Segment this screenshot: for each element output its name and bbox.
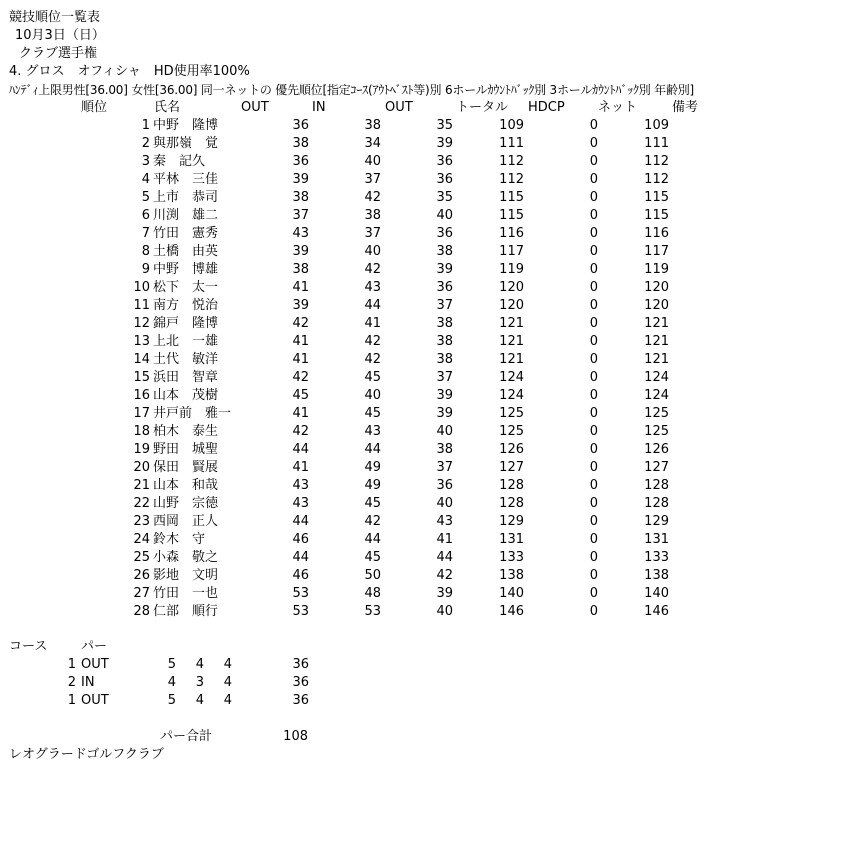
cell-in: 42 [364,262,381,277]
cell-name: 鈴木 守 [153,532,206,547]
cell-in: 40 [364,388,381,403]
course-cell-p1: 5 [167,657,176,672]
cell-name: 平林 三佳 [153,172,219,187]
cell-name: 浜田 智章 [153,370,219,385]
cell-hdcp: 0 [589,370,598,385]
cell-rank: 9 [141,262,150,277]
course-cell-p2: 3 [195,675,204,690]
cell-total: 128 [499,496,524,511]
cell-hdcp: 0 [589,190,598,205]
col-name: 氏名 [154,100,181,115]
cell-net: 140 [644,586,669,601]
cell-out1: 53 [292,604,309,619]
cell-in: 43 [364,280,381,295]
cell-net: 129 [644,514,669,529]
table-row [0,351,847,369]
cell-name: 山野 宗徳 [153,496,219,511]
course-cell-p3: 4 [223,675,232,690]
col-total: トータル [456,100,509,115]
cell-net: 124 [644,388,669,403]
cell-total: 117 [499,244,524,259]
cell-net: 121 [644,352,669,367]
cell-rank: 16 [133,388,150,403]
cell-rank: 10 [133,280,150,295]
cell-net: 138 [644,568,669,583]
cell-rank: 19 [133,442,150,457]
cell-net: 125 [644,424,669,439]
col-out1: OUT [241,100,269,115]
cell-in: 38 [364,118,381,133]
cell-net: 111 [644,136,669,151]
table-row [0,135,847,153]
cell-in: 42 [364,190,381,205]
table-row [0,513,847,531]
cell-net: 133 [644,550,669,565]
cell-total: 121 [499,316,524,331]
course-cell-total: 36 [292,675,309,690]
cell-rank: 8 [141,244,150,259]
course-cell-total: 36 [292,657,309,672]
cell-in: 53 [364,604,381,619]
cell-out2: 37 [436,298,453,313]
cell-rank: 15 [133,370,150,385]
table-row [0,459,847,477]
cell-in: 42 [364,334,381,349]
cell-name: 秦 記久 [153,154,206,169]
cell-rank: 26 [133,568,150,583]
cell-name: 柏木 泰生 [153,424,219,439]
cell-in: 42 [364,352,381,367]
cell-out2: 39 [436,136,453,151]
table-row [0,279,847,297]
cell-out2: 38 [436,316,453,331]
cell-rank: 11 [133,298,150,313]
cell-name: 錦戸 隆博 [153,316,219,331]
cell-total: 120 [499,280,524,295]
cell-rank: 6 [141,208,150,223]
cell-out2: 38 [436,352,453,367]
cell-hdcp: 0 [589,406,598,421]
table-row [0,531,847,549]
cell-total: 109 [499,118,524,133]
cell-in: 49 [364,478,381,493]
cell-out2: 39 [436,262,453,277]
cell-out1: 42 [292,424,309,439]
cell-net: 115 [644,190,669,205]
table-row [0,153,847,171]
table-row [0,297,847,315]
cell-hdcp: 0 [589,496,598,511]
cell-hdcp: 0 [589,532,598,547]
cell-rank: 3 [141,154,150,169]
cell-out2: 40 [436,496,453,511]
cell-hdcp: 0 [589,604,598,619]
col-remarks: 備考 [672,100,699,115]
cell-total: 138 [499,568,524,583]
cell-name: 山本 和哉 [153,478,219,493]
course-cell-p1: 5 [167,693,176,708]
cell-out2: 38 [436,244,453,259]
col-hdcp: HDCP [528,100,565,115]
course-cell-num: 2 [67,675,76,690]
cell-out2: 39 [436,388,453,403]
cell-total: 127 [499,460,524,475]
cell-total: 131 [499,532,524,547]
course-cell-name: IN [81,675,95,690]
cell-hdcp: 0 [589,118,598,133]
cell-hdcp: 0 [589,586,598,601]
cell-rank: 7 [141,226,150,241]
table-row [0,423,847,441]
cell-hdcp: 0 [589,244,598,259]
table-row [0,369,847,387]
col-out2: OUT [385,100,413,115]
cell-rank: 17 [133,406,150,421]
cell-out1: 41 [292,280,309,295]
table-row [0,225,847,243]
course-cell-p3: 4 [223,693,232,708]
par-total-value: 108 [283,729,308,744]
cell-hdcp: 0 [589,550,598,565]
cell-net: 109 [644,118,669,133]
cell-name: 中野 隆博 [153,118,219,133]
cell-net: 124 [644,370,669,385]
cell-out1: 38 [292,190,309,205]
cell-rank: 1 [141,118,150,133]
cell-total: 116 [499,226,524,241]
cell-hdcp: 0 [589,442,598,457]
cell-net: 121 [644,316,669,331]
cell-in: 50 [364,568,381,583]
cell-out2: 36 [436,280,453,295]
cell-hdcp: 0 [589,154,598,169]
cell-hdcp: 0 [589,136,598,151]
col-net: ネット [598,100,638,115]
cell-in: 43 [364,424,381,439]
cell-net: 146 [644,604,669,619]
cell-in: 38 [364,208,381,223]
cell-out2: 36 [436,478,453,493]
cell-out1: 42 [292,370,309,385]
cell-out1: 43 [292,226,309,241]
cell-name: 南方 悦治 [153,298,219,313]
cell-net: 121 [644,334,669,349]
course-cell-name: OUT [81,693,109,708]
course-label: コース [9,639,48,654]
cell-total: 125 [499,406,524,421]
table-row [0,495,847,513]
cell-hdcp: 0 [589,568,598,583]
cell-name: 川渕 雄二 [153,208,219,223]
col-rank: 順位 [81,100,108,115]
cell-in: 41 [364,316,381,331]
cell-in: 45 [364,550,381,565]
cell-name: 保田 賢展 [153,460,219,475]
cell-name: 松下 太一 [153,280,219,295]
cell-hdcp: 0 [589,280,598,295]
cell-rank: 18 [133,424,150,439]
cell-out2: 41 [436,532,453,547]
cell-name: 野田 城聖 [153,442,219,457]
cell-net: 127 [644,460,669,475]
cell-rank: 27 [133,586,150,601]
table-row [0,567,847,585]
course-row [0,692,847,710]
cell-out1: 41 [292,460,309,475]
cell-rank: 14 [133,352,150,367]
cell-in: 37 [364,172,381,187]
cell-net: 115 [644,208,669,223]
cell-out2: 38 [436,442,453,457]
cell-out1: 44 [292,442,309,457]
cell-name: 土橋 由英 [153,244,219,259]
cell-in: 45 [364,406,381,421]
cell-in: 48 [364,586,381,601]
cell-in: 40 [364,154,381,169]
cell-out1: 38 [292,262,309,277]
cell-net: 112 [644,154,669,169]
cell-out1: 53 [292,586,309,601]
cell-in: 45 [364,496,381,511]
cell-net: 116 [644,226,669,241]
cell-net: 117 [644,244,669,259]
table-row [0,333,847,351]
cell-out2: 40 [436,604,453,619]
cell-hdcp: 0 [589,334,598,349]
cell-out1: 36 [292,118,309,133]
club-name: レオグラードゴルフクラブ [9,747,164,762]
cell-out1: 39 [292,244,309,259]
cell-hdcp: 0 [589,424,598,439]
par-label: パー [81,639,108,654]
cell-hdcp: 0 [589,172,598,187]
cell-total: 129 [499,514,524,529]
cell-out2: 39 [436,406,453,421]
cell-total: 120 [499,298,524,313]
cell-hdcp: 0 [589,478,598,493]
cell-net: 131 [644,532,669,547]
table-row [0,405,847,423]
cell-in: 45 [364,370,381,385]
cell-out1: 36 [292,154,309,169]
cell-name: 山本 茂樹 [153,388,219,403]
cell-out1: 45 [292,388,309,403]
course-cell-p2: 4 [195,657,204,672]
table-row [0,585,847,603]
cell-in: 49 [364,460,381,475]
course-table [0,656,847,710]
cell-in: 40 [364,244,381,259]
cell-out2: 39 [436,586,453,601]
cell-in: 44 [364,532,381,547]
cell-hdcp: 0 [589,298,598,313]
course-cell-p1: 4 [167,675,176,690]
table-row [0,387,847,405]
cell-name: 井戸前 雅一 [153,406,232,421]
cell-hdcp: 0 [589,352,598,367]
cell-out2: 43 [436,514,453,529]
page-title: 競技順位一覧表 [9,10,101,25]
course-cell-name: OUT [81,657,109,672]
cell-total: 140 [499,586,524,601]
cell-name: 竹田 一也 [153,586,219,601]
cell-total: 146 [499,604,524,619]
cell-total: 125 [499,424,524,439]
cell-rank: 28 [133,604,150,619]
cell-name: 土代 敏洋 [153,352,219,367]
table-row [0,207,847,225]
cell-out1: 43 [292,478,309,493]
cell-out2: 40 [436,208,453,223]
cell-net: 119 [644,262,669,277]
cell-name: 小森 敬之 [153,550,219,565]
cell-total: 119 [499,262,524,277]
cell-rank: 21 [133,478,150,493]
cell-hdcp: 0 [589,316,598,331]
cell-out2: 37 [436,460,453,475]
cell-out2: 36 [436,172,453,187]
course-cell-p2: 4 [195,693,204,708]
cell-rank: 22 [133,496,150,511]
cell-name: 西岡 正人 [153,514,219,529]
cell-net: 128 [644,496,669,511]
cell-rank: 24 [133,532,150,547]
results-table [0,117,847,621]
cell-out1: 37 [292,208,309,223]
table-row [0,117,847,135]
cell-out2: 44 [436,550,453,565]
cell-total: 128 [499,478,524,493]
cell-out1: 44 [292,550,309,565]
cell-rank: 12 [133,316,150,331]
cell-out2: 35 [436,190,453,205]
cell-total: 126 [499,442,524,457]
cell-rank: 13 [133,334,150,349]
cell-net: 128 [644,478,669,493]
cell-out2: 40 [436,424,453,439]
table-row [0,477,847,495]
table-row [0,603,847,621]
cell-total: 121 [499,334,524,349]
cell-out1: 41 [292,352,309,367]
cell-rank: 2 [141,136,150,151]
table-row [0,189,847,207]
cell-rank: 20 [133,460,150,475]
cell-total: 133 [499,550,524,565]
cell-out1: 38 [292,136,309,151]
cell-net: 126 [644,442,669,457]
course-row [0,674,847,692]
cell-total: 115 [499,190,524,205]
cell-in: 34 [364,136,381,151]
cell-name: 與那嶺 覚 [153,136,219,151]
cell-name: 影地 文明 [153,568,219,583]
cell-out1: 39 [292,172,309,187]
cell-rank: 23 [133,514,150,529]
cell-rank: 4 [141,172,150,187]
course-cell-total: 36 [292,693,309,708]
course-cell-num: 1 [67,657,76,672]
table-row [0,171,847,189]
col-in: IN [312,100,326,115]
cell-name: 竹田 憲秀 [153,226,219,241]
cell-in: 44 [364,442,381,457]
cell-out2: 36 [436,226,453,241]
cell-total: 124 [499,388,524,403]
cell-out2: 42 [436,568,453,583]
cell-net: 120 [644,280,669,295]
cell-in: 37 [364,226,381,241]
cell-out1: 46 [292,568,309,583]
cell-out1: 44 [292,514,309,529]
event-date: 10月3日（日） [15,28,105,43]
cell-total: 124 [499,370,524,385]
course-cell-p3: 4 [223,657,232,672]
cell-out2: 35 [436,118,453,133]
cell-out1: 41 [292,406,309,421]
cell-in: 44 [364,298,381,313]
cell-net: 125 [644,406,669,421]
event-name: クラブ選手権 [19,46,98,61]
cell-rank: 5 [141,190,150,205]
table-row [0,549,847,567]
cell-hdcp: 0 [589,226,598,241]
cell-total: 111 [499,136,524,151]
table-row [0,315,847,333]
cell-total: 121 [499,352,524,367]
course-cell-num: 1 [67,693,76,708]
cell-out2: 38 [436,334,453,349]
cell-out1: 42 [292,316,309,331]
cell-out2: 37 [436,370,453,385]
cell-out1: 41 [292,334,309,349]
cell-out1: 43 [292,496,309,511]
cell-hdcp: 0 [589,262,598,277]
cell-hdcp: 0 [589,208,598,223]
cell-out2: 36 [436,154,453,169]
table-row [0,261,847,279]
cell-hdcp: 0 [589,388,598,403]
cell-hdcp: 0 [589,460,598,475]
cell-net: 120 [644,298,669,313]
par-total-label: パー合計 [160,729,213,744]
table-row [0,441,847,459]
cell-rank: 25 [133,550,150,565]
cell-total: 115 [499,208,524,223]
cell-out1: 39 [292,298,309,313]
cell-total: 112 [499,172,524,187]
cell-total: 112 [499,154,524,169]
cell-name: 中野 博雄 [153,262,219,277]
cell-net: 112 [644,172,669,187]
course-row [0,656,847,674]
cell-name: 仁部 順行 [153,604,219,619]
category-line: 4. グロス オフィシャ HD使用率100% [9,64,250,79]
cell-hdcp: 0 [589,514,598,529]
cell-name: 上北 一雄 [153,334,219,349]
cell-in: 42 [364,514,381,529]
conditions-line: ﾊﾝﾃﾞｨ上限男性[36.00] 女性[36.00] 同一ネットの 優先順位[指定ｺｰｽ(ｱｳﾄﾍﾞｽﾄ等)別 6ホールｶｳﾝﾄﾊﾞｯｸ別 3ホールｶｳﾝﾄﾊﾞｯｸ別 年齢別] [9,83,695,97]
cell-out1: 46 [292,532,309,547]
cell-name: 上市 恭司 [153,190,219,205]
table-row [0,243,847,261]
